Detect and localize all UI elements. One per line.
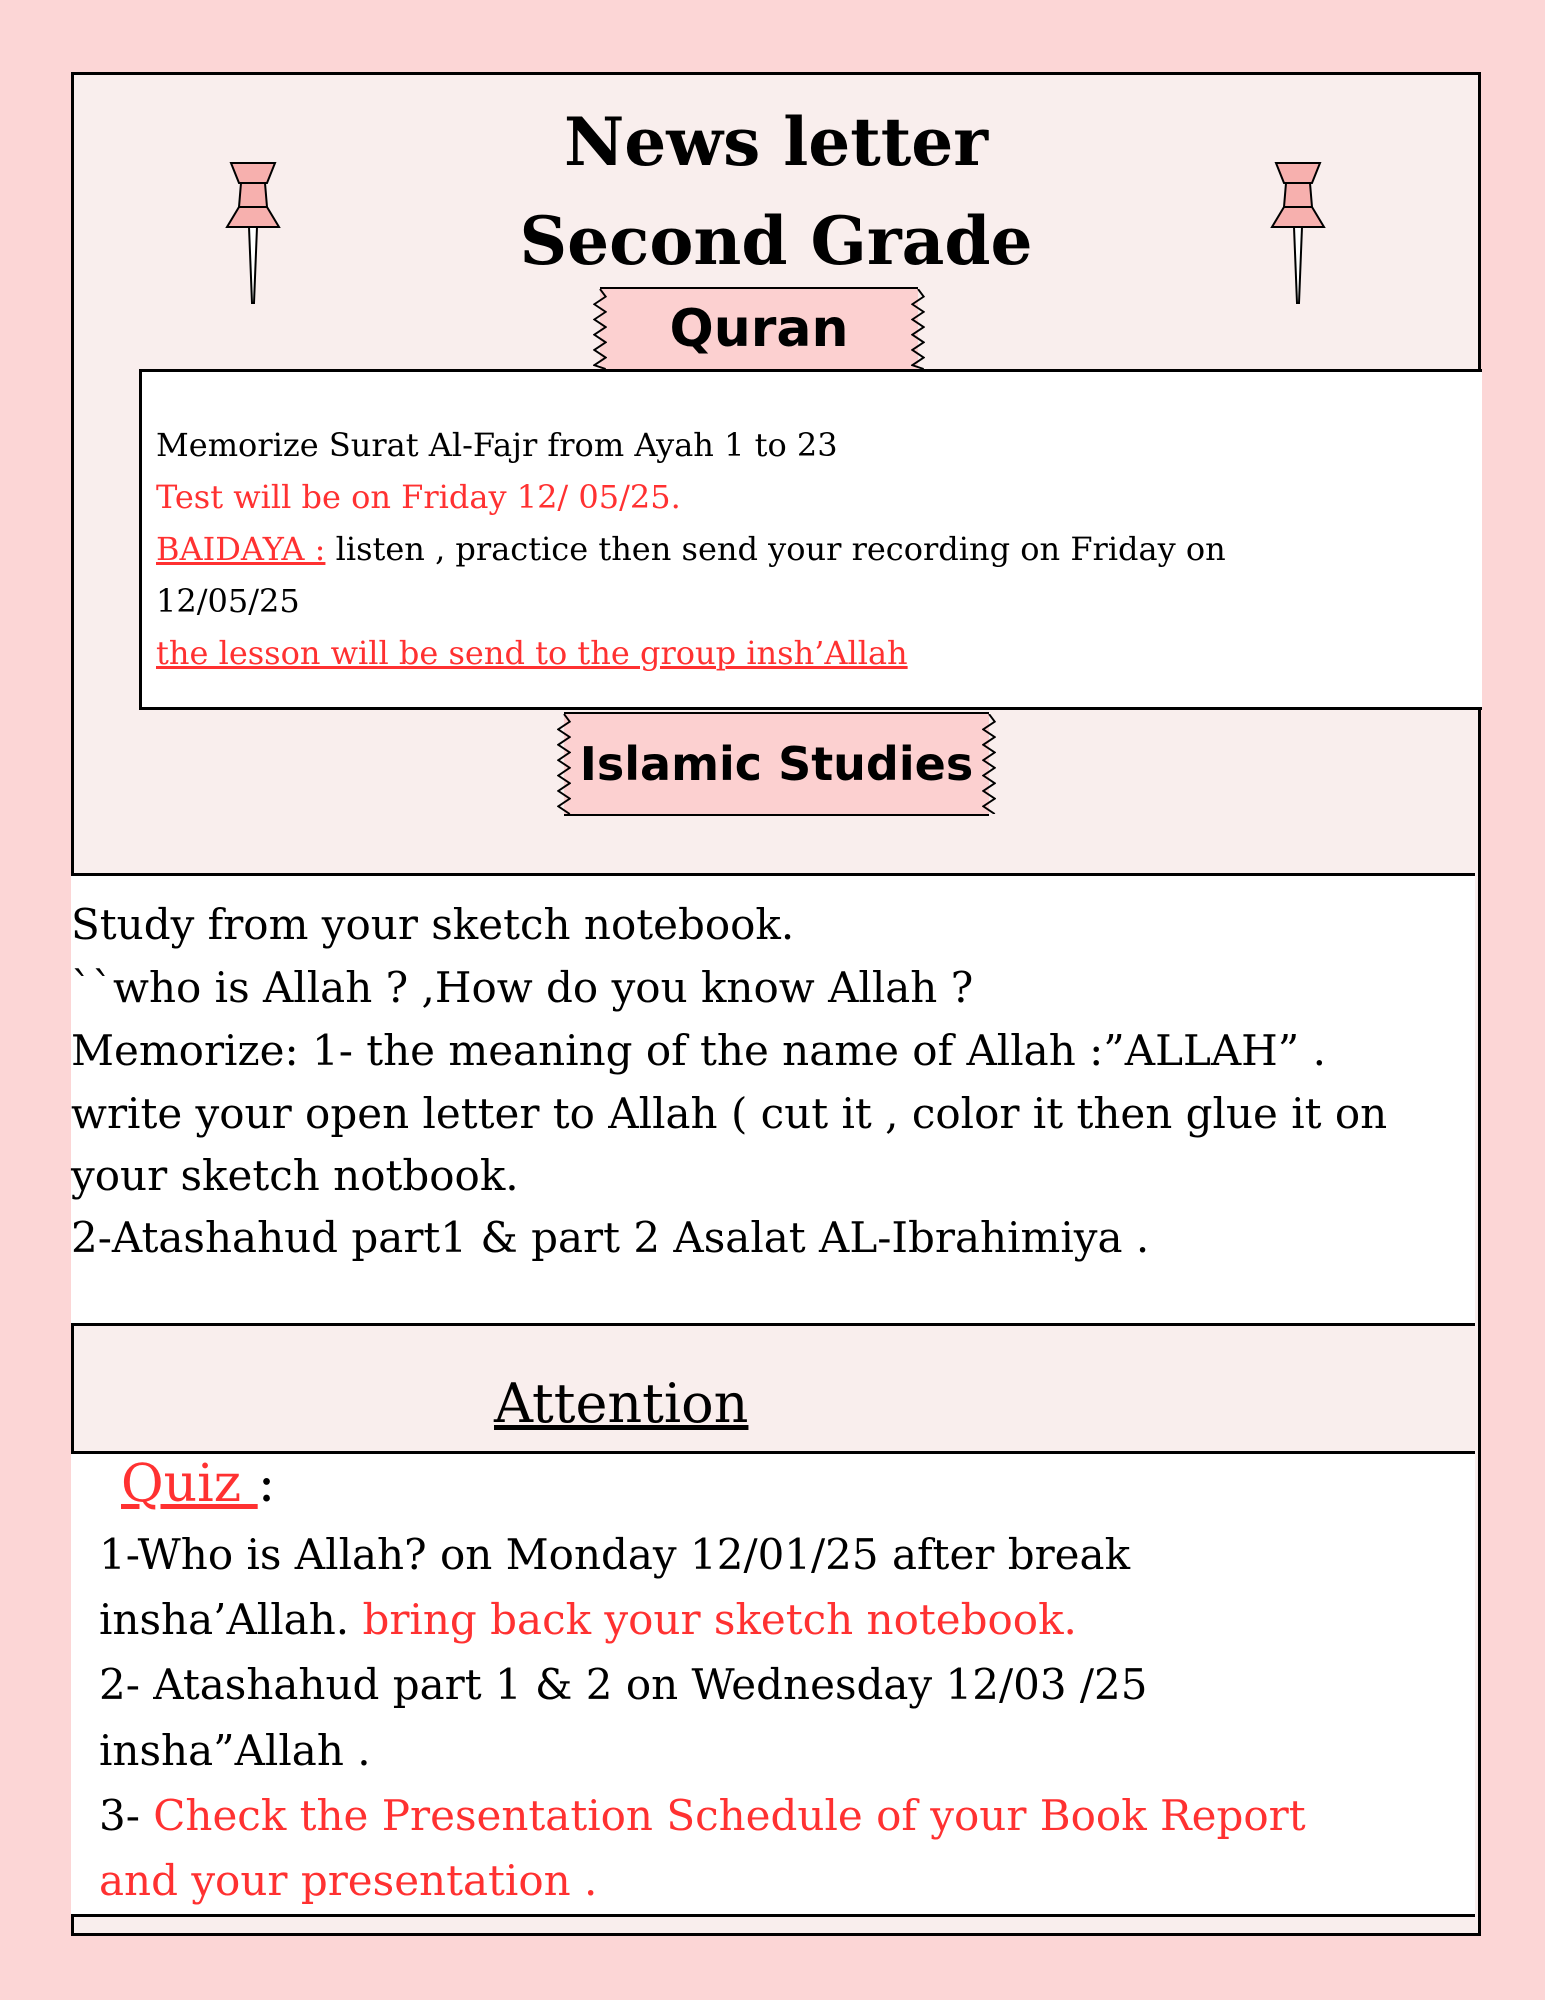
quiz-item-2: 2- Atashahud part 1 & 2 on Wednesday 12/03 /25 (99, 1660, 1148, 1709)
zigzag-edge (593, 289, 607, 369)
islamic-line: 2-Atashahud part1 & part 2 Asalat AL-Ibrahimiya . (71, 1213, 1150, 1262)
quiz-item-3 (99, 1791, 1306, 1840)
attention-heading: Attention (494, 1372, 749, 1435)
quiz-item-1-tail: insha’Allah. (99, 1595, 363, 1644)
islamic-line: Study from your sketch notebook. (71, 900, 795, 949)
quiz-item-3-number: 3- (99, 1791, 154, 1840)
baidaya-label: BAIDAYA : (156, 530, 326, 568)
zigzag-edge (911, 289, 925, 369)
zigzag-edge (982, 714, 996, 814)
baidaya-text: listen , practice then send your recording on Friday on (325, 530, 1226, 568)
islamic-box (71, 873, 1475, 1326)
quiz-item-1: 1-Who is Allah? on Monday 12/01/25 after break (99, 1530, 1131, 1579)
quran-test-date: Test will be on Friday 12/ 05/25. (156, 478, 681, 516)
zigzag-edge (557, 714, 571, 814)
pushpin-icon (1268, 161, 1328, 306)
islamic-heading: Islamic Studies (579, 737, 974, 791)
quiz-heading (121, 1454, 275, 1514)
islamic-studies-banner (564, 712, 989, 816)
quran-line-4: 12/05/25 (156, 582, 300, 620)
islamic-line: your sketch notbook. (71, 1151, 519, 1200)
quiz-item-1-note: bring back your sketch notebook. (362, 1595, 1077, 1644)
grade-title: Second Grade (519, 202, 1033, 280)
newsletter-frame (71, 72, 1481, 1936)
quiz-box (71, 1451, 1475, 1917)
quran-line-1: Memorize Surat Al-Fajr from Ayah 1 to 23 (156, 426, 838, 464)
quran-box (139, 369, 1482, 710)
quiz-item-2-cont: insha”Allah . (99, 1726, 371, 1775)
quiz-colon: : (257, 1454, 276, 1514)
quran-banner (600, 287, 918, 371)
islamic-line: ``who is Allah ? ,How do you know Allah ? (71, 963, 974, 1012)
quiz-item-3-text: Check the Presentation Schedule of your Book Report (153, 1791, 1306, 1840)
pushpin-icon (223, 161, 283, 306)
quiz-item-1-cont (99, 1595, 1077, 1644)
islamic-line: write your open letter to Allah ( cut it , color it then glue it on (71, 1089, 1388, 1138)
newsletter-title: News letter (563, 103, 989, 181)
quran-lesson-note: the lesson will be send to the group insh’Allah (156, 634, 908, 672)
quiz-item-3-cont: and your presentation . (99, 1856, 598, 1905)
quran-heading: Quran (669, 299, 849, 359)
quiz-label: Quiz (121, 1454, 258, 1514)
islamic-line: Memorize: 1- the meaning of the name of Allah :”ALLAH” . (71, 1026, 1326, 1075)
quran-baidaya-line (156, 530, 1226, 568)
